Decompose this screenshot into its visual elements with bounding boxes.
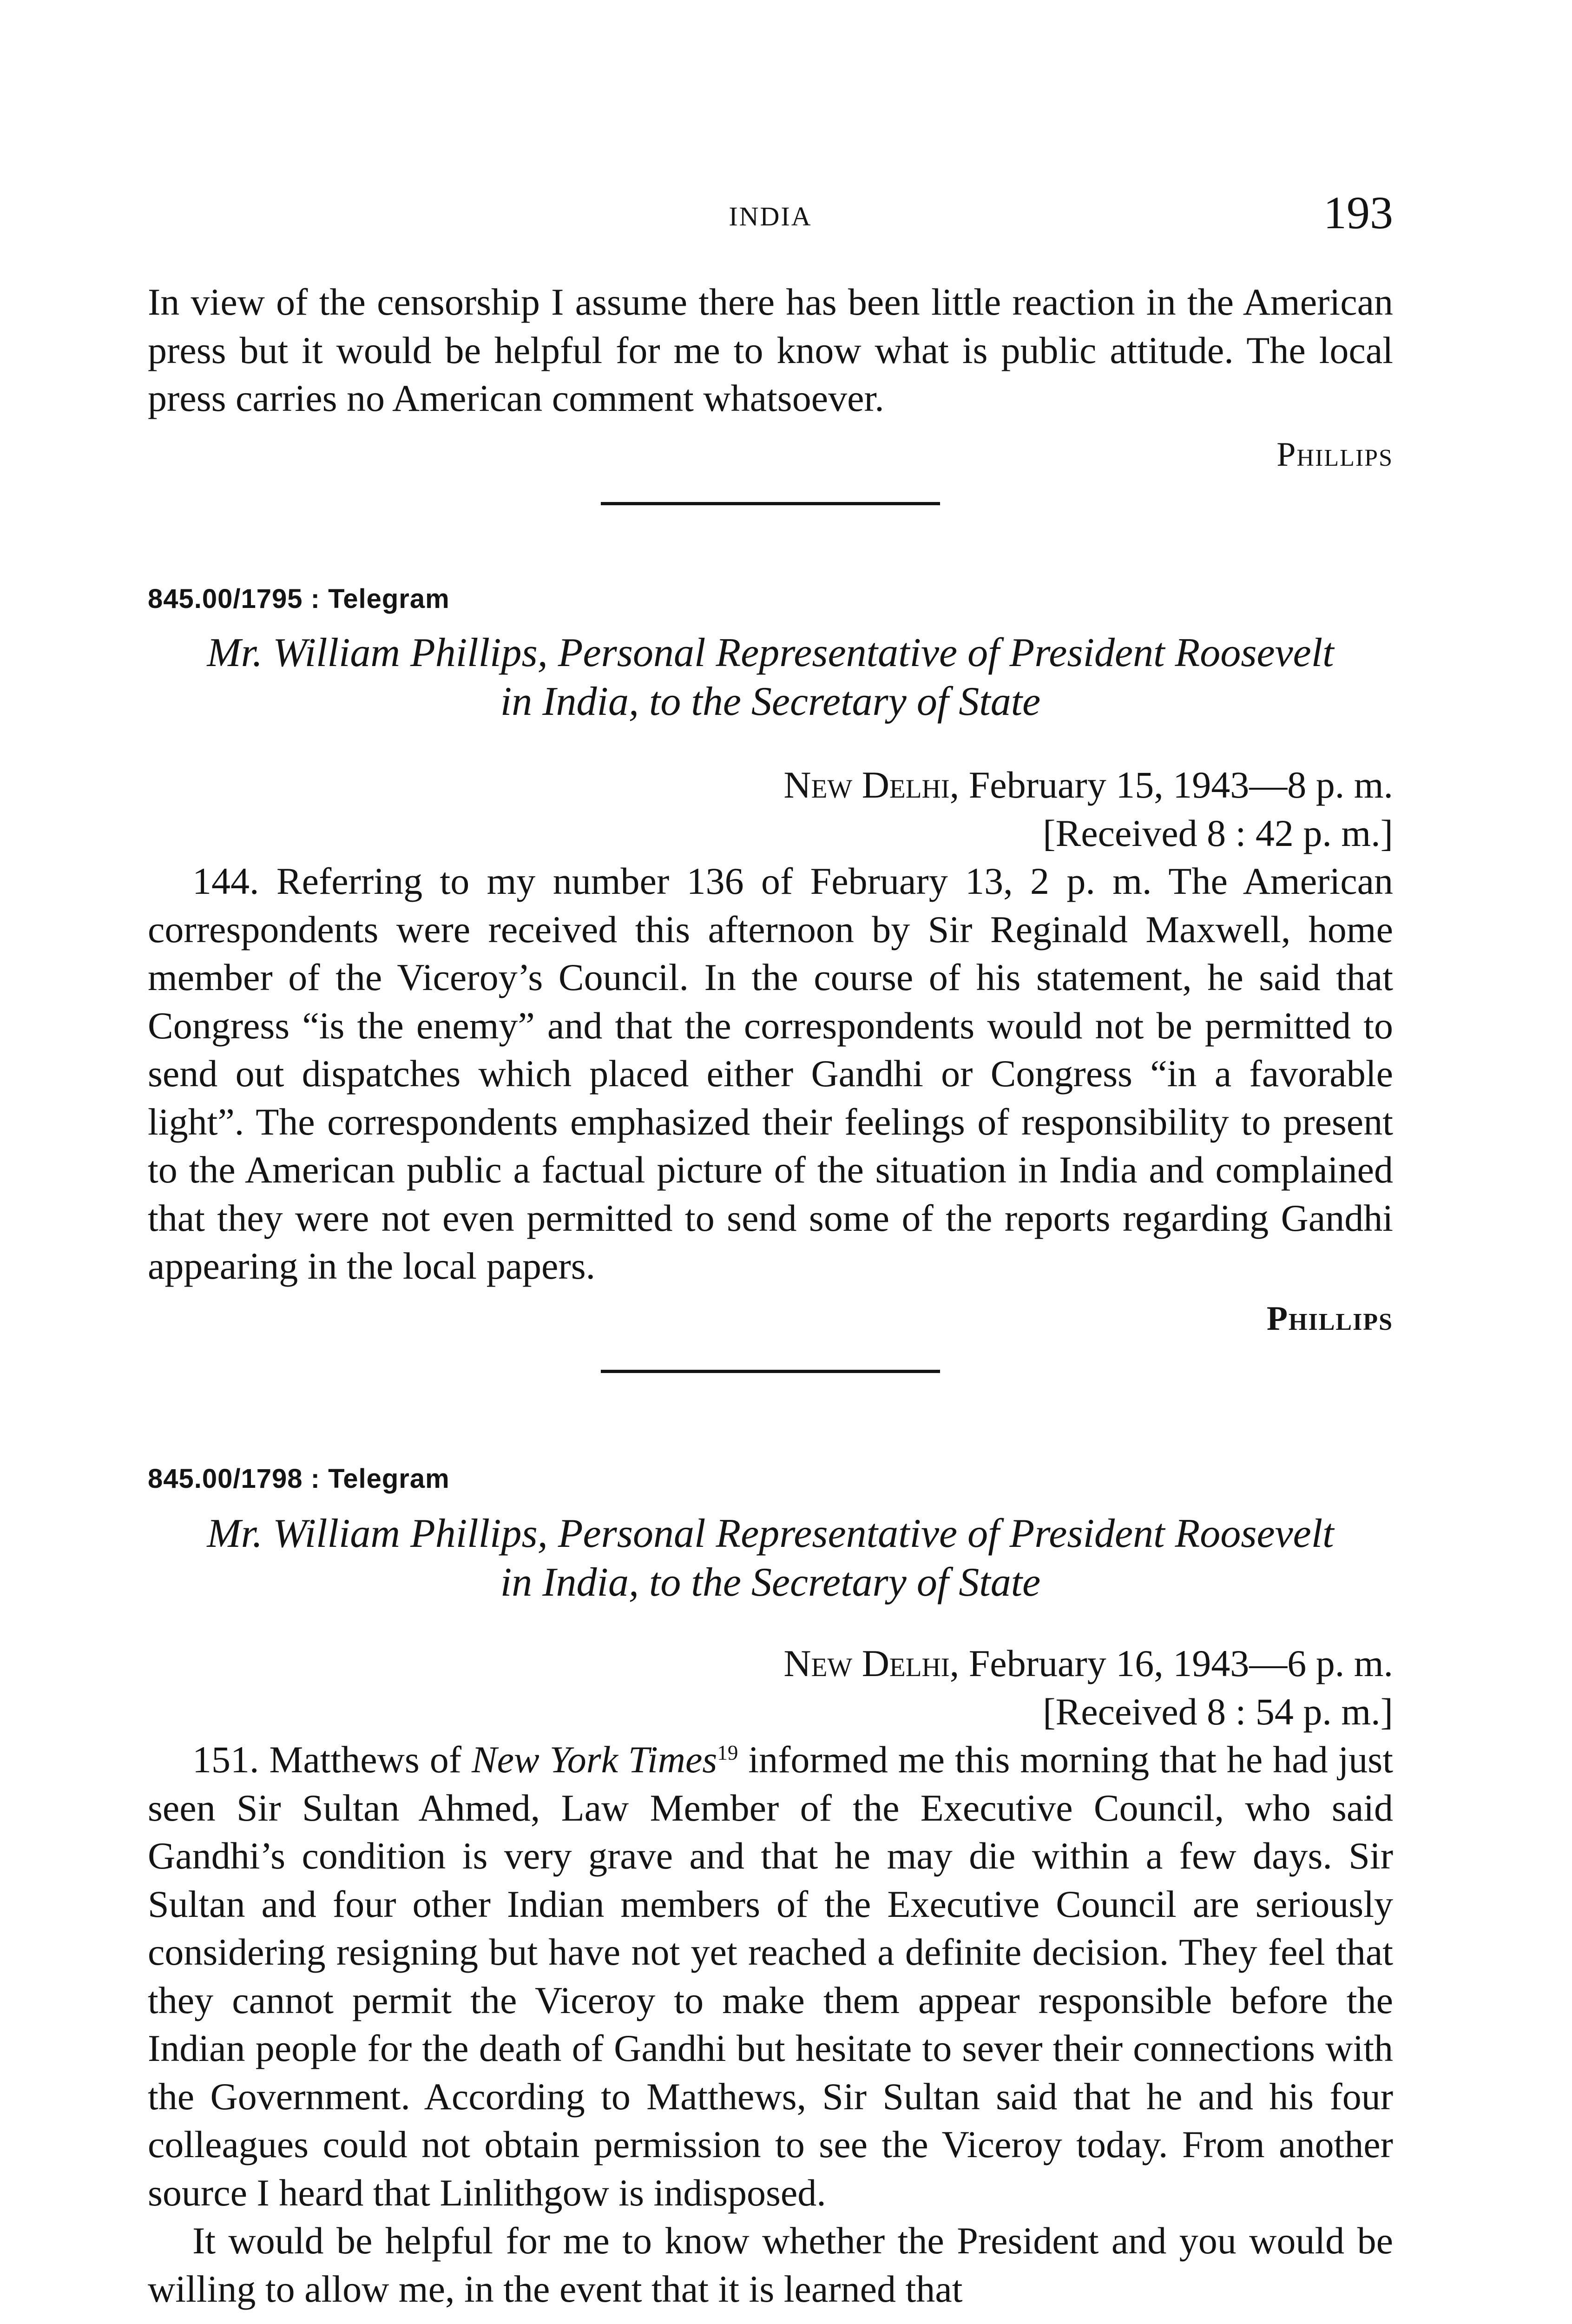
document-heading	[148, 1509, 1393, 1607]
newspaper-title: New York Times	[471, 1738, 717, 1781]
dateline-date: , February 15, 1943—8 p. m.	[949, 764, 1393, 806]
running-head	[148, 186, 1393, 242]
telegram-845-00-1795	[148, 583, 1393, 1373]
intro-section	[148, 278, 1393, 505]
document-heading	[148, 628, 1393, 726]
dateline-place: New Delhi	[783, 1642, 950, 1684]
footnote-ref: 19	[717, 1741, 738, 1764]
intro-signature: Phillips	[1276, 435, 1393, 474]
dateline-place: New Delhi	[783, 764, 950, 806]
section-divider	[601, 1370, 940, 1373]
telegram-body	[148, 1736, 1393, 2217]
page-number: 193	[1323, 187, 1393, 238]
heading-line-2: in India, to the Secretary of State	[500, 679, 1041, 724]
section-divider	[601, 502, 940, 505]
file-id: 845.00/1798 : Telegram	[148, 1464, 450, 1494]
heading-line-2: in India, to the Secretary of State	[500, 1560, 1041, 1605]
dateline	[148, 761, 1393, 809]
received-line: [Received 8 : 42 p. m.]	[1043, 812, 1393, 854]
telegram-body-continued: It would be helpful for me to know whether the President and you would be willing to allow me, in the event that it is learned that	[148, 2219, 1393, 2310]
intro-paragraph: In view of the censorship I assume there has been little reaction in the American press but it would be helpful for me to know what is public attitude. The local press carries no American comment whatsoever.	[148, 281, 1393, 419]
dateline-date: , February 16, 1943—6 p. m.	[949, 1642, 1393, 1684]
body-text: 151. Matthews of	[192, 1738, 472, 1781]
heading-line-1: Mr. William Phillips, Personal Representative of President Roosevelt	[207, 1511, 1334, 1556]
dateline	[148, 1639, 1393, 1688]
telegram-845-00-1798	[148, 1463, 1393, 2313]
body-text: informed me this morning that he had just seen Sir Sultan Ahmed, Law Member of the Executive Council, who said Gandhi’s condition is very grave and that he may die within a few days. Sir Sultan and four other Indian members of the Executive Council are seriously considering resigning but have not yet reached a definite decision. They feel that they cannot permit the Viceroy to make them appear responsible before the Indian people for the death of Gandhi but hesitate to sever their connections with the Government. According to Matthews, Sir Sultan said that he and his four colleagues could not obtain permission to see the Viceroy today. From another source I heard that Linlithgow is indisposed.	[148, 1738, 1393, 2214]
running-head-title: INDIA	[729, 201, 812, 231]
telegram-body: 144. Referring to my number 136 of February 13, 2 p. m. The American correspondents were received this afternoon by Sir Reginald Maxwell, home member of the Viceroy’s Council. In the course of his statement, he said that Congress “is the enemy” and that the correspondents would not be permitted to send out dispatches which placed either Gandhi or Congress “in a favorable light”. The correspondents emphasized their feelings of responsibility to present to the American public a factual picture of the situation in India and complained that they were not even permitted to send some of the reports regarding Gandhi appearing in the local papers.	[148, 860, 1393, 1287]
received-line: [Received 8 : 54 p. m.]	[1043, 1690, 1393, 1733]
heading-line-1: Mr. William Phillips, Personal Representative of President Roosevelt	[207, 630, 1334, 675]
file-id: 845.00/1795 : Telegram	[148, 584, 450, 614]
telegram-signature: Phillips	[1266, 1299, 1393, 1338]
